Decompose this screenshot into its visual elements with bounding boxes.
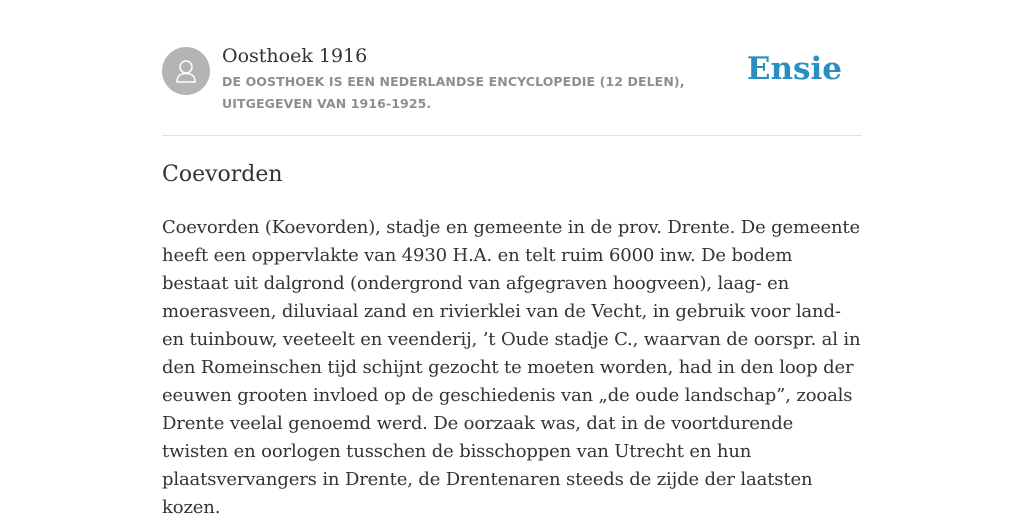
article-title: Coevorden	[162, 162, 283, 187]
source-header	[162, 0, 862, 136]
user-icon	[171, 56, 201, 86]
source-avatar[interactable]	[162, 47, 210, 95]
source-title[interactable]: Oosthoek 1916	[222, 45, 368, 67]
page	[162, 0, 862, 522]
source-description: DE OOSTHOEK IS EEN NEDERLANDSE ENCYCLOPEDIE (12 DELEN), UITGEGEVEN VAN 1916-1925.	[222, 74, 685, 111]
article-body: Coevorden (Koevorden), stadje en gemeente in de prov. Drente. De gemeente heeft een oppervlakte van 4930 H.A. en telt ruim 6000 inw. De bodem bestaat uit dalgrond (ondergrond van afgegraven hoogveen), laag- en moerasveen, diluviaal zand en rivierklei van de Vecht, in gebruik voor land- en tuinbouw, veeteelt en veenderij, ’t Oude stadje C., waarvan de oorspr. al in den Romeinschen tijd schijnt gezocht te moeten worden, had in den loop der eeuwen grooten invloed op de geschiedenis van „de oude landschap”, zooals Drente veelal genoemd werd. De oorzaak was, dat in de voortdurende twisten en oorlogen tusschen de bisschoppen van Utrecht en hun plaatsvervangers in Drente, de Drentenaren steeds de zijde der laatsten kozen.	[162, 217, 861, 518]
ensie-logo[interactable]: Ensie	[746, 51, 842, 87]
